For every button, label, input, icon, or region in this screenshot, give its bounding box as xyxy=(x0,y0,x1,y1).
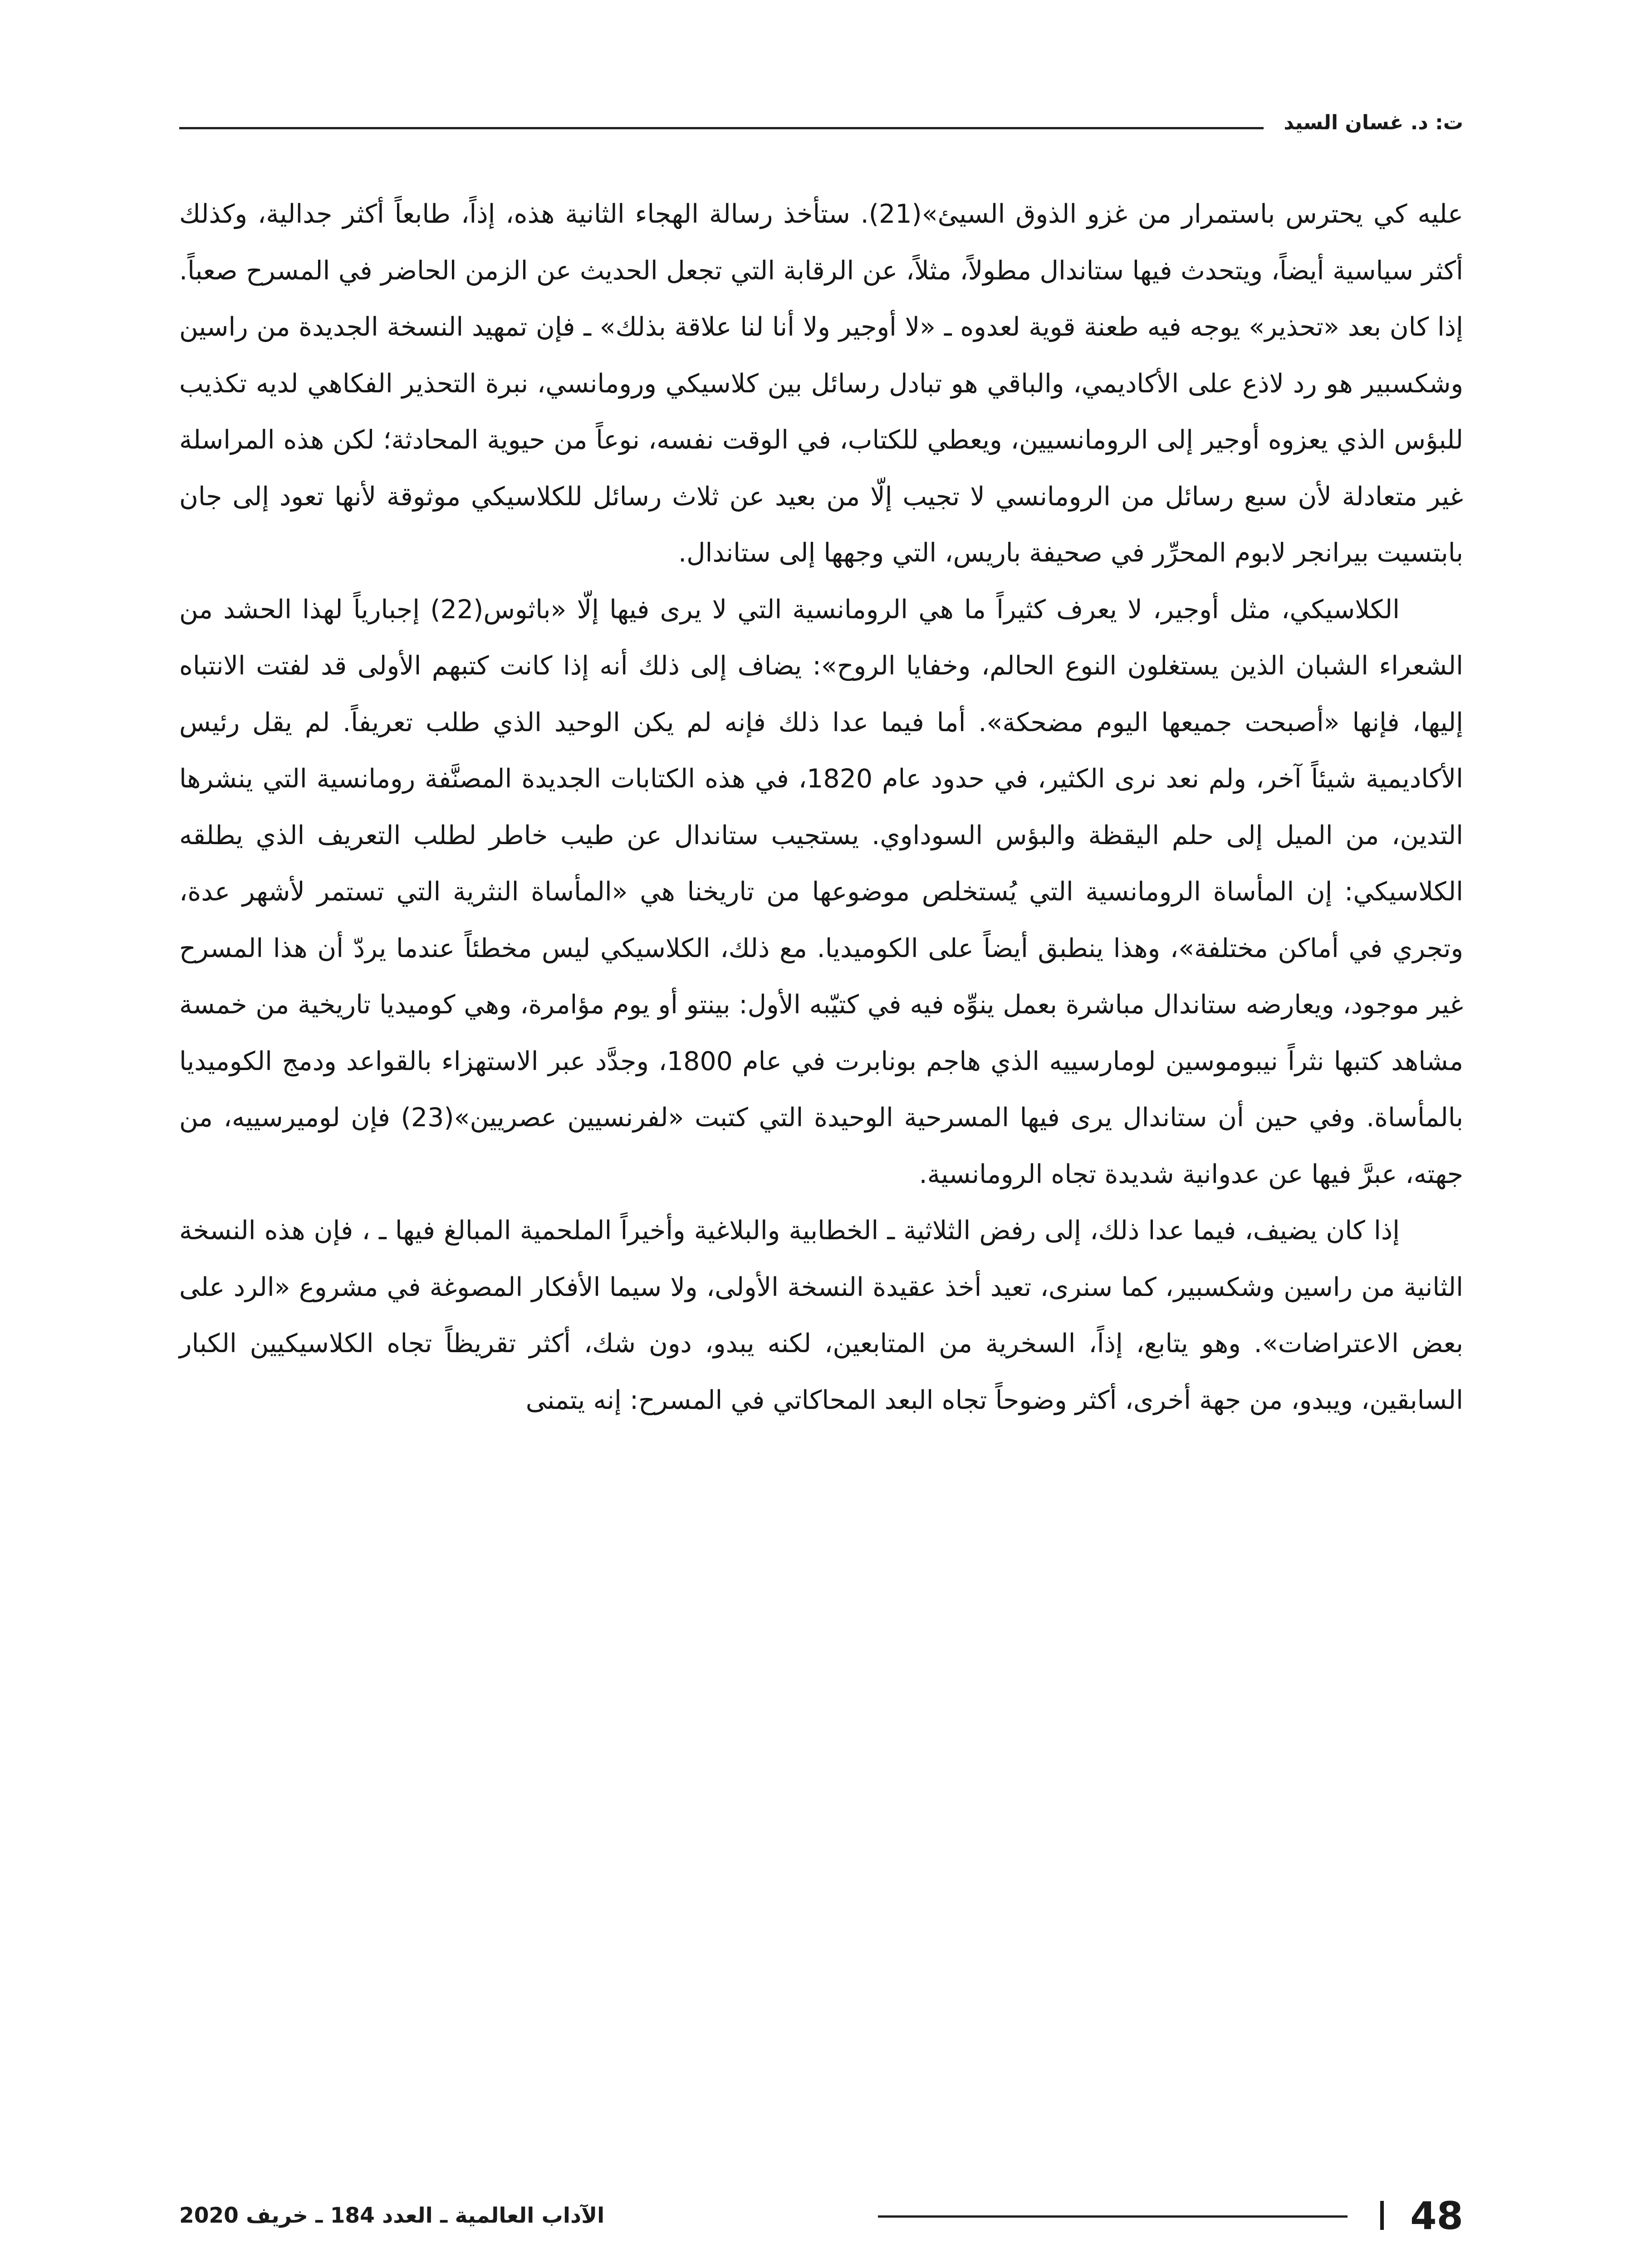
paragraph-1: عليه كي يحترس باستمرار من غزو الذوق السيئ»(21). ستأخذ رسالة الهجاء الثانية هذه، إذاً، طابعاً أكثر جدالية، وكذلك أكثر سياسية أيضاً، ويتحدث فيها ستاندال مطولاً، مثلاً، عن الرقابة التي تجعل الحديث عن الزمن الحاضر في المسرح صعباً. إذا كان بعد «تحذير» يوجه فيه طعنة قوية لعدوه ـ «لا أوجير ولا أنا لنا علاقة بذلك» ـ فإن تمهيد النسخة الجديدة من راسين وشكسبير هو رد لاذع على الأكاديمي، والباقي هو تبادل رسائل بين كلاسيكي ورومانسي، نبرة التحذير الفكاهي لديه تكذيب للبؤس الذي يعزوه أوجير إلى الرومانسيين، ويعطي للكتاب، في الوقت نفسه، نوعاً من حيوية المحادثة؛ لكن هذه المراسلة غير متعادلة لأن سبع رسائل من الرومانسي لا تجيب إلّا من بعيد عن ثلاث رسائل للكلاسيكي موثوقة لأنها تعود إلى جان بابتسيت بيرانجر لابوم المحرِّر في صحيفة باريس، التي وجهها إلى ستاندال. xyxy=(179,199,1463,568)
journal-issue-info: الآداب العالمية ـ العدد 184 ـ خريف 2020 xyxy=(179,2203,605,2228)
footer-rule xyxy=(878,2215,1348,2218)
translator-credit: ت: د. غسان السيد xyxy=(1284,111,1463,134)
running-header xyxy=(179,107,1463,139)
paragraph-3: إذا كان يضيف، فيما عدا ذلك، إلى رفض الثلاثية ـ الخطابية والبلاغية وأخيراً الملحمية المبالغ فيها ـ ، فإن هذه النسخة الثانية من راسين وشكسبير، كما سنرى، تعيد أخذ عقيدة النسخة الأولى، ولا سيما الأفكار المصوغة في مشروع «الرد على بعض الاعتراضات». وهو يتابع، إذاً، السخرية من المتابعين، لكنه يبدو، دون شك، أكثر تقريظاً تجاه الكلاسيكيين الكبار السابقين، ويبدو، من جهة أخرى، أكثر وضوحاً تجاه البعد المحاكاتي في المسرح: إنه يتمنى xyxy=(179,1216,1463,1415)
page-number: 48 xyxy=(1410,2194,1463,2238)
paragraph-2: الكلاسيكي، مثل أوجير، لا يعرف كثيراً ما هي الرومانسية التي لا يرى فيها إلّا «باثوس(22) إجبارياً لهذا الحشد من الشعراء الشبان الذين يستغلون النوع الحالم، وخفايا الروح»: يضاف إلى ذلك أنه إذا كانت كتبهم الأولى قد لفتت الانتباه إليها، فإنها «أصبحت جميعها اليوم مضحكة». أما فيما عدا ذلك فإنه لم يكن الوحيد الذي طلب تعريفاً. لم يقل رئيس الأكاديمية شيئاً آخر، ولم نعد نرى الكثير، في حدود عام 1820، في هذه الكتابات الجديدة المصنَّفة رومانسية التي ينشرها التدين، من الميل إلى حلم اليقظة والبؤس السوداوي. يستجيب ستاندال عن طيب خاطر لطلب التعريف الذي يطلقه الكلاسيكي: إن المأساة الرومانسية التي يُستخلص موضوعها من تاريخنا هي «المأساة النثرية التي تستمر لأشهر عدة، وتجري في أماكن مختلفة»، وهذا ينطبق أيضاً على الكوميديا. مع ذلك، الكلاسيكي ليس مخطئاً عندما يردّ أن هذا المسرح غير موجود، ويعارضه ستاندال مباشرة بعمل ينوِّه فيه في كتيّبه الأول: بينتو أو يوم مؤامرة، وهي كوميديا تاريخية من خمسة مشاهد كتبها نثراً نيبوموسين لومارسييه الذي هاجم بونابرت في عام 1800، وجدَّد عبر الاستهزاء بالقواعد ودمج الكوميديا بالمأساة. وفي حين أن ستاندال يرى فيها المسرحية الوحيدة التي كتبت «لفرنسيين عصريين»(23) فإن لوميرسييه، من جهته، عبرَّ فيها عن عدوانية شديدة تجاه الرومانسية. xyxy=(179,594,1463,1189)
page-footer xyxy=(179,2195,1463,2236)
article-body xyxy=(179,186,1463,1428)
footer-separator-bar xyxy=(1380,2201,1384,2230)
header-rule xyxy=(179,127,1264,129)
